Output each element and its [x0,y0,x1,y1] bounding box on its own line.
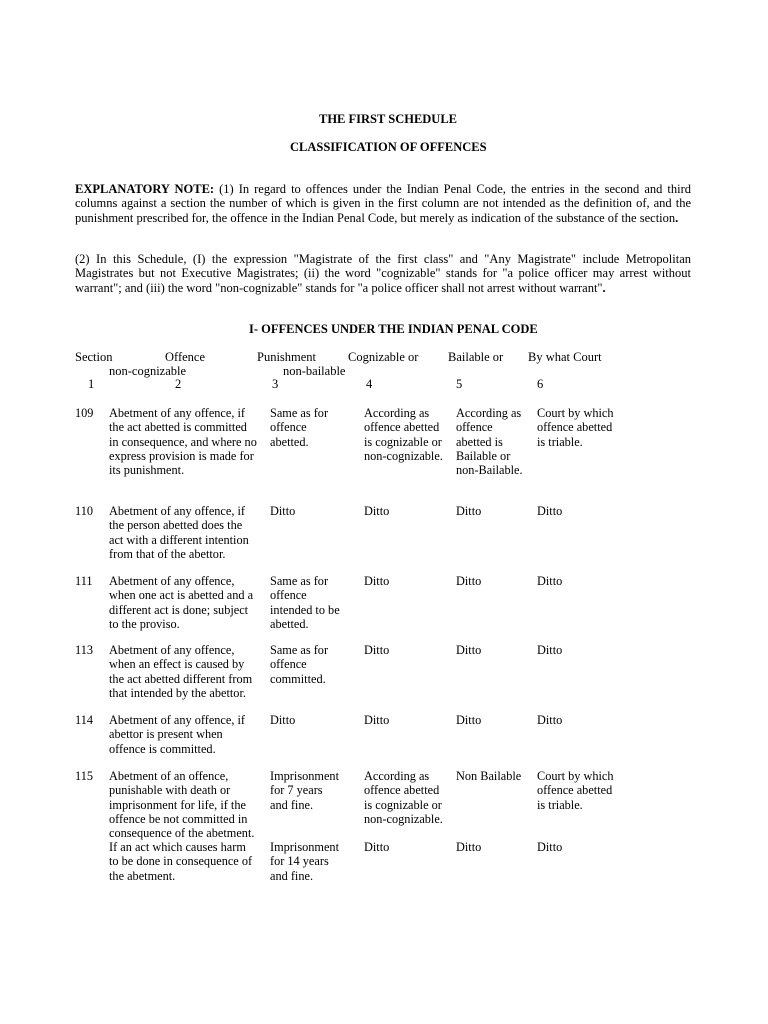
row-114-punishment: Ditto [270,713,296,727]
row-111-section: 111 [75,574,93,588]
row-110-cognizable: Ditto [364,504,390,518]
row-111-punishment: Same as for offence intended to be abetted. [270,574,340,631]
explanatory-note-2-text: (2) In this Schedule, (I) the expression "Magistrate of the first class" and "Any Magistrate" include Metropolitan Magistrates but not Executive Magistrates; (ii) the word "cognizable" stands for "a police officer may arrest without warrant"; and (iii) the word "non-cognizable" stands for "a police officer shall not arrest without warrant" [75,252,691,295]
header-court: By what Court [528,350,602,364]
row-110-punishment: Ditto [270,504,296,518]
row-114-court: Ditto [537,713,563,727]
row-113-punishment: Same as for offence committed. [270,643,329,686]
row-115b-bailable: Ditto [456,840,482,854]
header-noncognizable: non-cognizable [109,364,187,378]
header-col-number-5: 5 [456,377,463,391]
row-115-section: 115 [75,769,93,783]
header-nonbailable: non-bailable [283,364,346,378]
header-bailable: Bailable or [448,350,504,364]
explanatory-note-1 [75,182,691,225]
row-115-court: Court by which offence abetted is triable. [537,769,614,812]
header-section: Section [75,350,113,364]
header-cognizable: Cognizable or [348,350,419,364]
row-115b-cognizable: Ditto [364,840,390,854]
explanatory-note-2 [75,252,691,295]
explanatory-note-label: EXPLANATORY NOTE: [75,182,215,196]
row-114-offence: Abetment of any offence, if abettor is present when offence is committed. [109,713,246,756]
row-115b-court: Ditto [537,840,563,854]
row-114-cognizable: Ditto [364,713,390,727]
row-114-bailable: Ditto [456,713,482,727]
header-offence: Offence [165,350,206,364]
row-113-bailable: Ditto [456,643,482,657]
header-col-number-1: 1 [88,377,95,391]
row-110-offence: Abetment of any offence, if the person abetted does the act with a different intention from that of the abettor. [109,504,249,561]
header-col-number-4: 4 [366,377,373,391]
section-heading: I- OFFENCES UNDER THE INDIAN PENAL CODE [249,322,538,336]
header-col-number-2: 2 [175,377,182,391]
row-109-cognizable: According as offence abetted is cognizable or non-cognizable. [364,406,443,463]
row-115b-offence: If an act which causes harm to be done in consequence of the abetment. [109,840,253,883]
row-113-court: Ditto [537,643,563,657]
row-115-punishment: Imprisonment for 7 years and fine. [270,769,339,812]
row-109-punishment: Same as for offence abetted. [270,406,329,449]
row-109-offence: Abetment of any offence, if the act abetted is committed in consequence, and where no express provision is made for its punishment. [109,406,257,478]
row-113-section: 113 [75,643,93,657]
explanatory-note-2-end: . [602,280,606,295]
row-115-cognizable: According as offence abetted is cognizable or non-cognizable. [364,769,443,826]
row-114-section: 114 [75,713,93,727]
row-110-court: Ditto [537,504,563,518]
row-111-court: Ditto [537,574,563,588]
row-110-section: 110 [75,504,93,518]
row-109-bailable: According as offence abetted is Bailable or non-Bailable. [456,406,523,478]
header-col-number-6: 6 [537,377,544,391]
schedule-subtitle: CLASSIFICATION OF OFFENCES [290,140,487,154]
row-109-section: 109 [75,406,94,420]
row-113-cognizable: Ditto [364,643,390,657]
header-col-number-3: 3 [272,377,279,391]
row-115-bailable: Non Bailable [456,769,522,783]
schedule-title: THE FIRST SCHEDULE [319,112,458,126]
row-111-cognizable: Ditto [364,574,390,588]
row-109-court: Court by which offence abetted is triable. [537,406,614,449]
header-punishment: Punishment [257,350,317,364]
row-115-offence: Abetment of an offence, punishable with death or imprisonment for life, if the offence be not committed in consequence of the abetment. [109,769,255,841]
row-115b-punishment: Imprisonment for 14 years and fine. [270,840,339,883]
row-111-bailable: Ditto [456,574,482,588]
explanatory-note-1-end: . [675,210,679,225]
row-113-offence: Abetment of any offence, when an effect is caused by the act abetted different from that intended by the abettor. [109,643,253,700]
row-110-bailable: Ditto [456,504,482,518]
row-111-offence: Abetment of any offence, when one act is abetted and a different act is done; subject to the proviso. [109,574,254,631]
explanatory-note-1-text: (1) In regard to offences under the Indian Penal Code, the entries in the second and third columns against a section the number of which is given in the first column are not intended as the definition of, and the punishment prescribed for, the offence in the Indian Penal Code, but merely as indication of the substance of the section [75,182,691,225]
